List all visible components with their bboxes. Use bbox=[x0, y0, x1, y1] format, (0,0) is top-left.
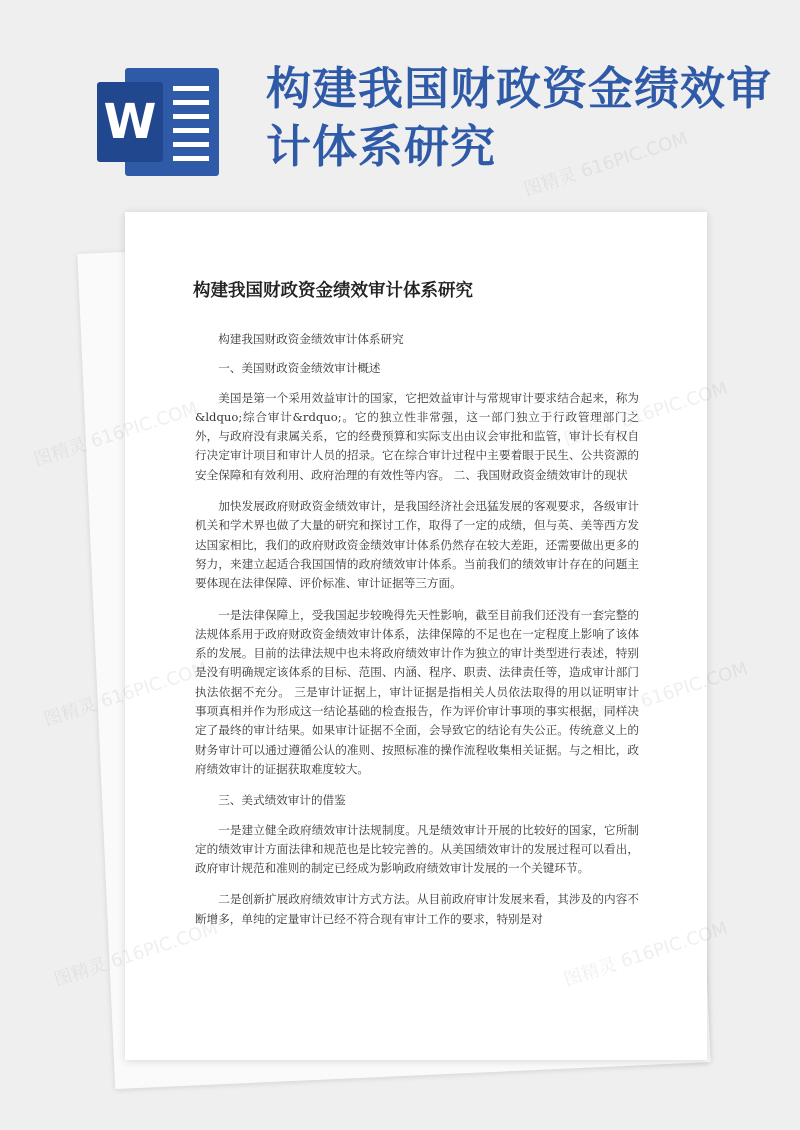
paragraph: 美国是第一个采用效益审计的国家，它把效益审计与常规审计要求结合起来，称为&ldquo;综合审计&rdquo;。它的独立性非常强，这一部门独立于行政管理部门之外，与政府没有隶属关系，它的经费预算和实际支出由议会审批和监管，审计长有权自行决定审计项目和审计人员的招录。它在综合审计过程中主要着眼于民生、公共资源的安全保障和有效利用、政府治理的有效性等内容。 二、我国财政资金绩效审计的现状 bbox=[195, 390, 639, 482]
document-page bbox=[125, 212, 707, 1060]
document-body bbox=[195, 330, 639, 941]
paragraph: 一是建立健全政府绩效审计法规制度。凡是绩效审计开展的比较好的国家，它所制定的绩效审计方面法律和规范也是比较完善的。从美国绩效审计的发展过程可以看出，政府审计规范和准则的制定已经成为影响政府绩效审计发展的一个关键环节。 bbox=[195, 822, 639, 876]
paragraph: 一是法律保障上，受我国起步较晚得先天性影响，截至目前我们还没有一套完整的法规体系用于政府财政资金绩效审计体系，法律保障的不足也在一定程度上影响了该体系的发展。目前的法律法规中也未将政府绩效审计作为独立的审计类型进行表述，特别是没有明确规定该体系的目标、范围、内涵、程序、职责、法律责任等，造成审计部门执法依据不充分。 三是审计证据上，审计证据是指相关人员依法取得的用以证明审计事项真相并作为形成这一结论基础的检查报告，作为评价审计事项的事实根据，同样决定了最终的审计结果。如果审计证据不全面，会导致它的结论有失公正。传统意义上的财务审计可以通过遵循公认的准则、按照标准的操作流程收集相关证据。与之相比，政府绩效审计的证据获取难度较大。 bbox=[195, 607, 639, 776]
paragraph: 二是创新扩展政府绩效审计方式方法。从目前政府审计发展来看，其涉及的内容不断增多，单纯的定量审计已经不符合现有审计工作的要求，特别是对 bbox=[195, 892, 639, 926]
section-heading: 一、美国财政资金绩效审计概述 bbox=[218, 361, 381, 376]
watermark-text: 图精灵 616PIC.COM bbox=[521, 128, 691, 201]
banner bbox=[0, 0, 800, 200]
paragraph-heading: 构建我国财政资金绩效审计体系研究 bbox=[218, 332, 404, 346]
banner-title: 构建我国财政资金绩效审计体系研究 bbox=[266, 62, 773, 173]
section-heading: 三、美式绩效审计的借鉴 bbox=[218, 793, 346, 808]
document-title: 构建我国财政资金绩效审计体系研究 bbox=[193, 281, 473, 301]
word-icon-letter: W bbox=[97, 82, 163, 162]
word-document-icon bbox=[97, 68, 219, 176]
paragraph: 加快发展政府财政资金绩效审计，是我国经济社会迅猛发展的客观要求，各级审计机关和学术界也做了大量的研究和探讨工作，取得了一定的成绩，但与英、美等西方发达国家相比，我们的政府财政资金绩效审计体系仍然存在较大差距，还需要做出更多的努力，来建立起适合我国国情的政府绩效审计体系。当前我们的绩效审计存在的问题主要体现在法律保障、评价标准、审计证据等三方面。 bbox=[195, 499, 639, 591]
watermark-text: 图精灵 bbox=[41, 694, 100, 731]
watermark-text: 图精灵 bbox=[31, 434, 90, 471]
watermark-text: 图精灵 bbox=[51, 954, 110, 991]
